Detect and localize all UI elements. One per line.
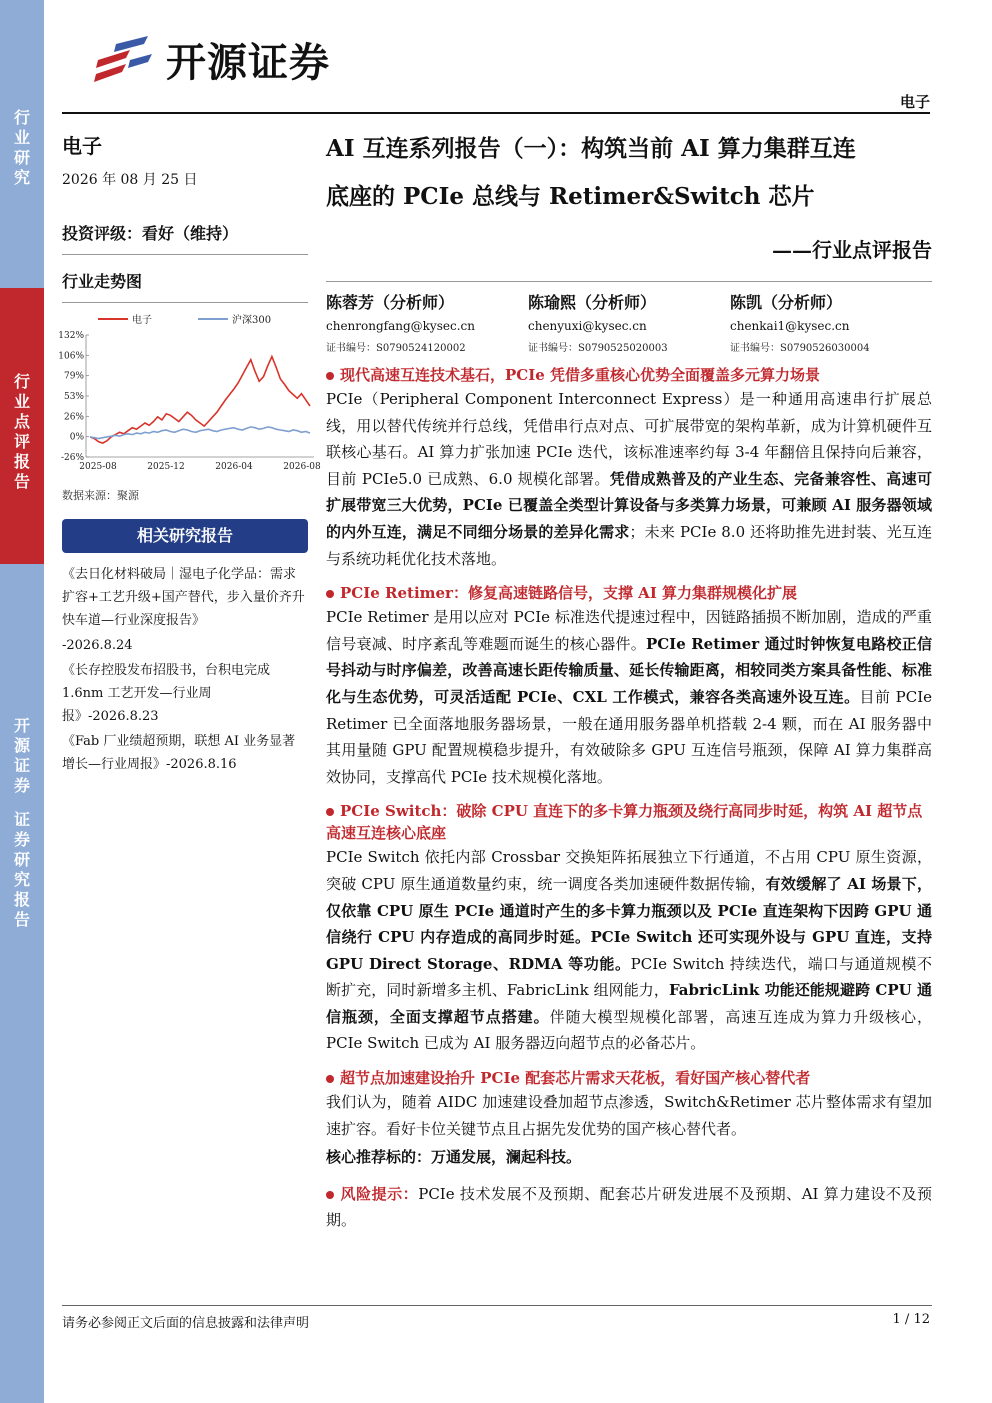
analyst-3 (730, 290, 932, 354)
sidebar-char: 研 (13, 148, 30, 167)
chart-source: 数据来源：聚源 (62, 489, 139, 502)
body-bold: PCIe Retimer 通过时钟恢复电路校正信号抖动与时序偏差，改善高速长距传输质量、延长传输距离，相较同类方案具备性能、标准化与生态优势，可灵活适配 PCIe、CXL 工作模式，兼容各类高速外设互连。 (326, 634, 932, 706)
report-date: 2026 年 08 月 25 日 (62, 172, 198, 188)
sidebar-char: 点 (13, 412, 30, 431)
risk-text: PCIe 技术发展不及预期、配套芯片研发进展不及预期、AI 算力建设不及预期。 (326, 1184, 932, 1230)
sector-title: 电子 (62, 134, 102, 158)
analyst-2 (528, 290, 730, 354)
sidebar-char: 源 (13, 736, 30, 755)
sidebar-char: 行 (13, 108, 30, 127)
section-heading (326, 1067, 932, 1089)
related-reports-list (62, 563, 308, 776)
brand-logo (86, 34, 330, 84)
report-subtitle: ——行业点评报告 (772, 238, 932, 262)
sidebar-char: 行 (13, 372, 30, 391)
body-text: PCIe Retimer 是用以应对 PCIe 标准迭代提速过程中，因链路插损不断加剧，造成的严重信号衰减、时序紊乱等难题而诞生的核心器件。 (326, 608, 932, 653)
body-bold: FabricLink 功能还能规避跨 CPU 通信瓶颈，全面支撑超节点搭建。 (326, 981, 932, 1026)
sidebar-char: 报 (13, 890, 30, 909)
section-heading-text: PCIe Switch：破除 CPU 直连下的多卡算力瓶颈及绕行高同步时延，构筑 AI 超节点高速互连核心底座 (326, 802, 923, 843)
body-bold: 有效缓解了 AI 场景下，仅依靠 CPU 原生 PCIe 通道时产生的多卡算力瓶颈以及 PCIe 直连架构下因跨 GPU 通信绕行 CPU 内存造成的高同步时延。PCIe Switch 还可实现外设与 GPU 直连，支持 GPU Direct Storage、RDMA 等功能。 (326, 874, 932, 973)
body-bold: 凭借成熟普及的产业生态、完备兼容性、高速可扩展带宽三大优势，PCIe 已覆盖全类型计算设备与多类算力场景，可兼顾 AI 服务器领域的内外互连，满足不同细分场景的差异化需求 (326, 469, 932, 541)
analyst-1 (326, 290, 528, 354)
related-report-3[interactable]: 《Fab 厂业绩超预期，联想 AI 业务显著增长—行业周报》-2026.8.16 (62, 734, 296, 772)
sidebar-char: 证 (13, 756, 30, 775)
related-reports-header: 相关研究报告 (62, 519, 308, 553)
body-text: 伴随大模型规模化部署，高速互连成为算力升级核心，PCIe Switch 已成为 AI 服务器迈向超节点的必备芯片。 (326, 1007, 932, 1053)
y-tick-label: 106% (58, 351, 84, 362)
sidebar-char: 券 (13, 830, 30, 849)
analysts (326, 281, 932, 354)
related-report-2[interactable]: 《长存控股发布招股书，台积电完成1.6nm 工艺开发—行业周报》-2026.8.23 (62, 663, 271, 724)
analyst-name: 陈凯（分析师） (730, 293, 843, 312)
report-title-line2: 底座的 PCIe 总线与 Retimer&Switch 芯片 (326, 183, 815, 210)
bullet-icon (326, 1191, 334, 1199)
y-tick-label: 26% (63, 412, 84, 423)
sidebar-char: 业 (13, 128, 30, 147)
bullet-icon (326, 590, 334, 598)
sidebar-label-bottom (0, 716, 44, 930)
section-body (326, 844, 932, 1057)
x-tick-label: 2026-08 (283, 462, 321, 472)
analyst-name: 陈蓉芳（分析师） (326, 293, 455, 312)
body-text: 我们认为，随着 AIDC 加速建设叠加超节点渗透，Switch&Retimer 芯片整体需求有望加速扩容。看好卡位关键节点且占据先发优势的国产核心替代者。 (326, 1093, 932, 1138)
legend-label: 电子 (132, 315, 152, 326)
section-heading-text: 超节点加速建设抬升 PCIe 配套芯片需求天花板，看好国产核心替代者 (340, 1069, 811, 1088)
analyst-cert: 证书编号：S0790524120002 (326, 343, 466, 354)
section-heading (326, 364, 932, 386)
analyst-email[interactable]: chenyuxi@kysec.cn (528, 319, 647, 333)
body-text: 目前 PCIe Retimer 已全面落地服务器场景，一般在通用服务器单机搭载 2-4 颗，而在 AI 服务器中其用量随 GPU 配置规模稳步提升，有效破除多 GPU 互连信号瓶颈，保障 AI 算力集群高效协同，支撑高代 PCIe 技术规模化落地。 (326, 687, 933, 786)
section-heading-text: 现代高速互连技术基石，PCIe 凭借多重核心优势全面覆盖多元算力场景 (340, 366, 821, 384)
sidebar-char: 告 (13, 472, 30, 491)
section-body (326, 386, 932, 572)
brand-name: 开源证券 (166, 39, 330, 86)
footer-divider (62, 1305, 932, 1306)
footer-disclaimer: 请务必参阅正文后面的信息披露和法律声明 (62, 1316, 310, 1331)
bullet-icon (326, 1075, 334, 1083)
risk-heading: 风险提示： (340, 1184, 419, 1203)
sidebar (0, 0, 44, 1403)
header-sector: 电子 (899, 93, 930, 111)
main-content (326, 130, 932, 1234)
core-picks: 核心推荐标的：万通发展，澜起科技。 (326, 1148, 582, 1167)
bullet-icon (326, 808, 334, 816)
trend-title: 行业走势图 (62, 272, 143, 291)
y-tick-label: -26% (60, 453, 84, 463)
sidebar-char: 评 (13, 432, 30, 451)
header-divider (62, 112, 930, 114)
body-text: PCIe（Peripheral Component Interconnect Express）是一种通用高速串行扩展总线，用以替代传统并行总线，凭借串行点对点、可扩展带宽的架构革新，成为计算机硬件互联核心基石。AI 算力扩张加速 PCIe 迭代，该标准速率约每 3-4 年翻倍且保持向后兼容，目前 PCIe5.0 已成熟、6.0 规模化部署。 (326, 390, 932, 488)
section-heading (326, 800, 932, 844)
y-tick-label: 79% (63, 371, 84, 382)
sidebar-char: 开 (13, 716, 30, 735)
sidebar-char: 研 (13, 850, 30, 869)
section-2 (326, 582, 932, 790)
sidebar-label-mid (0, 372, 44, 492)
section-body (326, 604, 932, 790)
investment-rating: 投资评级：看好（维持） (62, 224, 239, 243)
brand-mark-icon (86, 34, 156, 84)
risk-section (326, 1181, 932, 1234)
analyst-name: 陈瑜熙（分析师） (528, 293, 657, 312)
bullet-icon (326, 372, 334, 380)
divider (62, 254, 308, 255)
section-body (326, 1089, 932, 1142)
divider (62, 302, 308, 303)
y-tick-label: 53% (63, 392, 84, 402)
y-tick-label: 0% (69, 432, 84, 443)
analyst-cert: 证书编号：S0790526030004 (730, 343, 870, 354)
sidebar-char: 证 (13, 810, 30, 829)
left-column (58, 130, 321, 778)
section-1 (326, 364, 932, 572)
sidebar-char: 业 (13, 392, 30, 411)
body-text: PCIe Switch 持续迭代，端口与通道规模不断扩充，同时新增多主机、FabricLink 组网能力， (326, 954, 932, 1000)
analyst-email[interactable]: chenkai1@kysec.cn (730, 319, 850, 333)
page-number: 1 / 12 (892, 1312, 930, 1327)
sidebar-char: 告 (13, 910, 30, 929)
analyst-email[interactable]: chenrongfang@kysec.cn (326, 319, 475, 333)
section-heading (326, 582, 932, 604)
x-tick-label: 2025-08 (79, 462, 117, 472)
legend-label: 沪深300 (232, 315, 272, 326)
section-heading-text: PCIe Retimer：修复高速链路信号，支撑 AI 算力集群规模化扩展 (340, 584, 798, 603)
analyst-cert: 证书编号：S0790525020003 (528, 343, 668, 354)
related-report-1[interactable]: 《去日化材料破局｜湿电子化学品：需求扩容+工艺升级+国产替代，步入量价齐升快车道—行业深度报告》 (62, 567, 305, 628)
related-report-1-date: -2026.8.24 (62, 638, 133, 653)
sidebar-char: 究 (13, 870, 30, 889)
sidebar-char: 券 (13, 776, 30, 795)
trend-chart (58, 307, 321, 487)
sidebar-char (0, 796, 44, 810)
x-tick-label: 2025-12 (147, 462, 185, 472)
section-3 (326, 800, 932, 1057)
report-title-line1: AI 互连系列报告（一）：构筑当前 AI 算力集群互连 (326, 135, 856, 162)
x-tick-label: 2026-04 (215, 462, 253, 472)
body-text: PCIe Switch 依托内部 Crossbar 交换矩阵拓展独立下行通道，不占用 CPU 原生资源，突破 CPU 原生通道数量约束，统一调度各类加速硬件数据传输， (326, 848, 932, 893)
section-4 (326, 1067, 932, 1171)
sidebar-label-top (0, 108, 44, 188)
sidebar-char: 究 (13, 168, 30, 187)
risk-body (326, 1181, 932, 1234)
y-tick-label: 132% (58, 331, 84, 341)
sidebar-char: 报 (13, 452, 30, 471)
body-text: ；未来 PCIe 8.0 还将助推先进封装、光互连与系统功耗优化技术落地。 (326, 522, 932, 568)
